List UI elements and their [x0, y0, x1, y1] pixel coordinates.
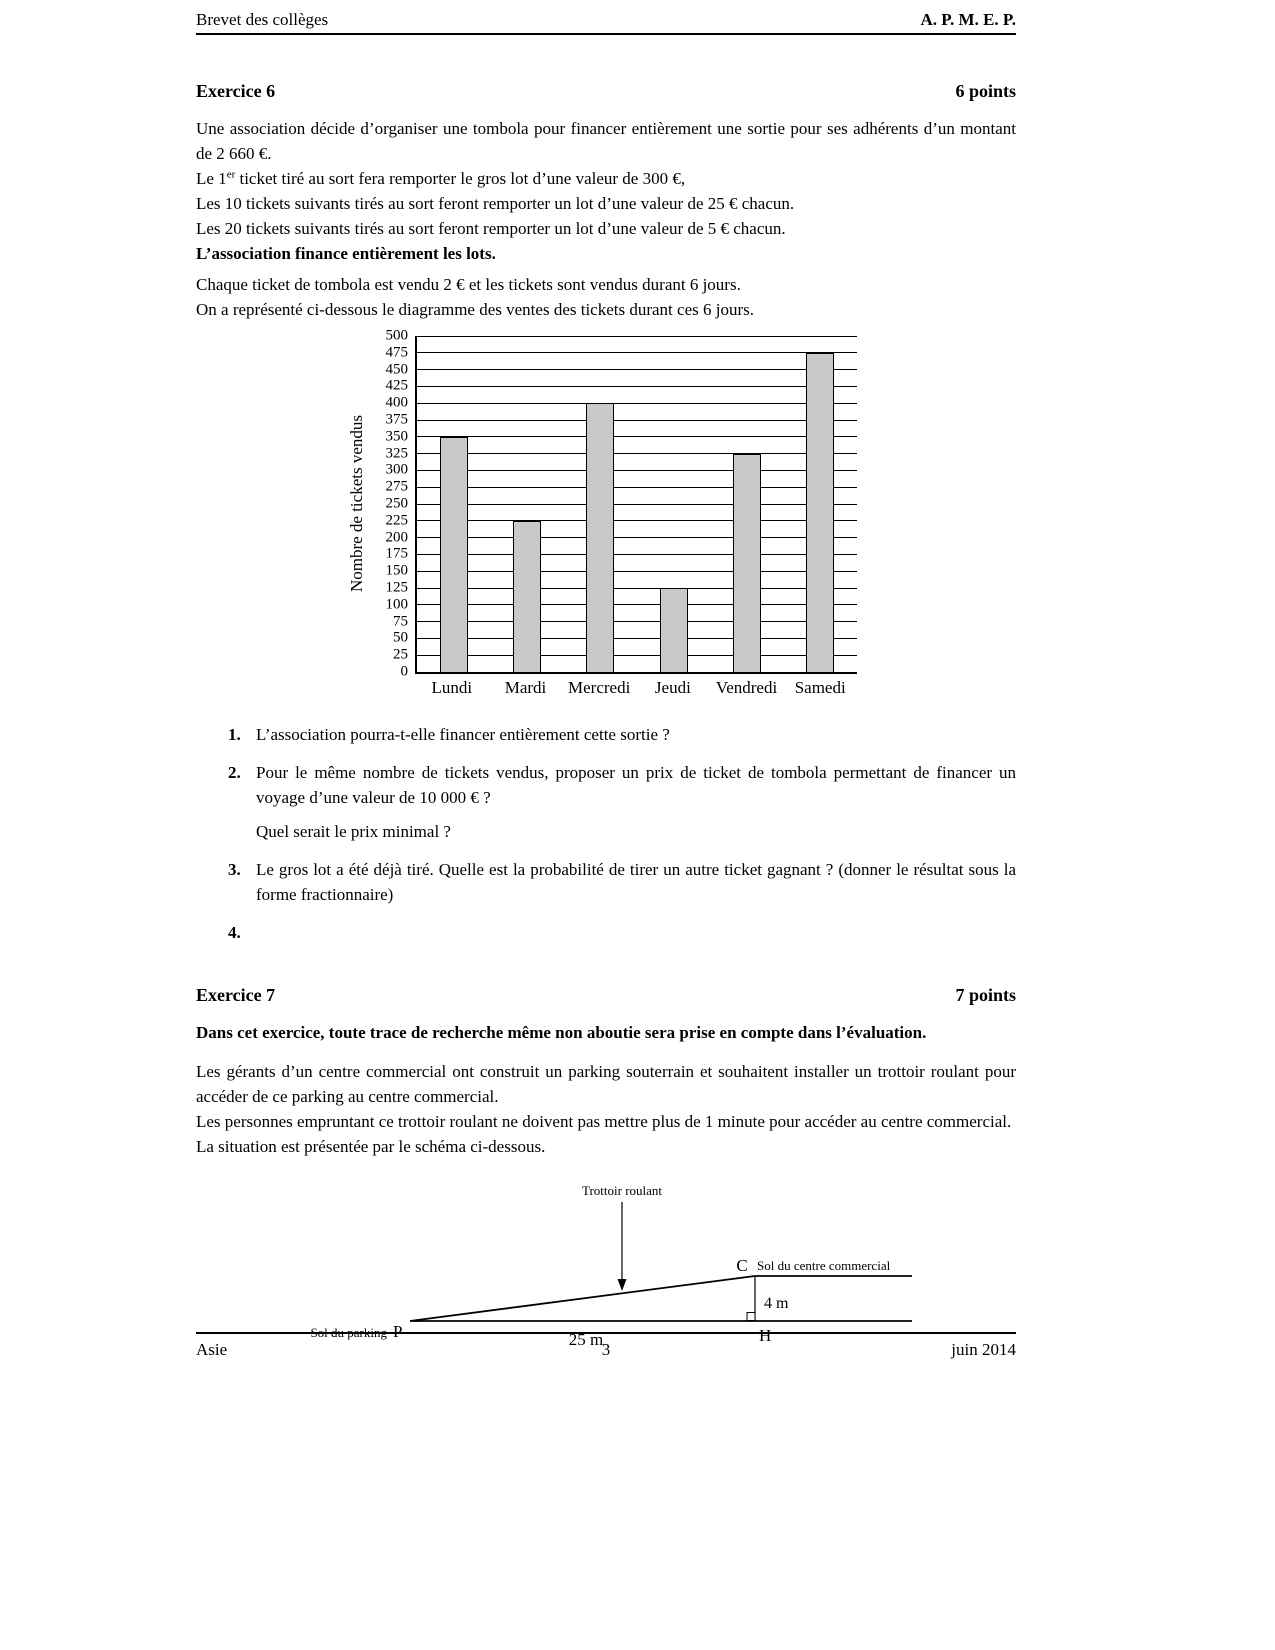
y-tick-label: 350	[385, 428, 408, 445]
question-1	[228, 722, 1016, 747]
trottoir-roulant-label: Trottoir roulant	[581, 1183, 663, 1198]
document-header	[196, 10, 1016, 35]
chart-top-row	[344, 327, 1016, 680]
exercice6-paragraph-7: On a représenté ci-dessous le diagramme des ventes des tickets durant ces 6 jours.	[196, 300, 754, 319]
question-1-line-1: L’association pourra-t-elle financer entièrement cette sortie ?	[256, 725, 670, 744]
question-3-number: 3.	[228, 860, 241, 879]
y-tick-label: 50	[393, 629, 408, 646]
y-tick-label: 125	[385, 579, 408, 596]
exercice7-title: Exercice 7	[196, 985, 276, 1005]
question-4-text	[256, 920, 1016, 945]
bar-vendredi	[733, 454, 761, 672]
exercice6-paragraph-4: Les 20 tickets suivants tirés au sort feront remporter un lot d’une valeur de 5 € chacun.	[196, 219, 786, 238]
chart-x-axis-labels	[415, 674, 857, 698]
x-tick-label: Lundi	[431, 678, 473, 697]
x-tick-label: Mercredi	[568, 678, 631, 697]
trottoir-arrowhead-icon	[618, 1279, 627, 1291]
y-tick-label: 200	[385, 529, 408, 546]
bar-lundi	[440, 437, 468, 672]
exercice-7-section	[196, 985, 1016, 1359]
question-2-number: 2.	[228, 763, 241, 782]
bar-mardi	[513, 521, 541, 672]
question-2-line-2: Quel serait le prix minimal ?	[256, 822, 451, 841]
x-tick-label: Mardi	[504, 678, 547, 697]
y-tick-label: 275	[385, 478, 408, 495]
x-tick-label: Samedi	[794, 678, 846, 697]
footer-left-text: Asie	[196, 1340, 228, 1359]
chart-bars	[417, 336, 857, 672]
exercice7-bold-note: Dans cet exercice, toute trace de recherche même non aboutie sera prise en compte dans l’évaluation.	[196, 1023, 927, 1042]
distance-25m-label: 25 m	[568, 1330, 604, 1349]
point-p-label: P	[393, 1322, 403, 1341]
y-tick-label: 25	[393, 646, 408, 663]
y-tick-label: 150	[385, 562, 408, 579]
point-h-label: H	[759, 1326, 772, 1345]
chart-y-axis-ticks	[370, 327, 415, 680]
question-3	[228, 857, 1016, 907]
point-c-label: C	[736, 1256, 748, 1275]
y-tick-label: 500	[385, 327, 408, 344]
p2-prefix: Le 1	[196, 169, 227, 188]
y-tick-label: 375	[385, 411, 408, 428]
y-tick-label: 225	[385, 512, 408, 529]
sol-centre-commercial-label: Sol du centre commercial	[757, 1258, 891, 1273]
x-tick-label: Jeudi	[654, 678, 691, 697]
p2-suffix: ticket tiré au sort fera remporter le gros lot d’une valeur de 300 €,	[235, 169, 686, 188]
question-4-number: 4.	[228, 923, 241, 942]
chart-plot-area	[415, 336, 857, 674]
exercice6-title: Exercice 6	[196, 81, 276, 101]
exercice6-paragraph-2	[196, 166, 1016, 191]
y-tick-label: 100	[385, 596, 408, 613]
y-tick-label: 450	[385, 361, 408, 378]
question-2	[228, 760, 1016, 844]
p2-superscript: er	[226, 168, 236, 181]
height-4m-label: 4 m	[764, 1295, 789, 1312]
exercice-6-section	[196, 81, 1016, 945]
chart-y-axis-title-wrap	[344, 336, 370, 672]
bar-samedi	[806, 353, 834, 672]
header-left-text: Brevet des collèges	[196, 10, 329, 29]
chart-y-axis-title: Nombre de tickets vendus	[347, 415, 366, 593]
question-2-text	[256, 760, 1016, 844]
y-tick-label: 425	[385, 377, 408, 394]
exercice6-paragraph-6: Chaque ticket de tombola est vendu 2 € et les tickets sont vendus durant 6 jours.	[196, 275, 741, 294]
exercice7-title-row	[196, 985, 1016, 1006]
question-3-line-1: Le gros lot a été déjà tiré. Quelle est la probabilité de tirer un autre ticket gagnant ? (donner le résultat sous la forme fractionnaire)	[256, 860, 1016, 904]
question-1-text	[256, 722, 1016, 747]
x-tick-label: Vendredi	[715, 678, 778, 697]
y-tick-label: 0	[400, 663, 408, 680]
question-3-text	[256, 857, 1016, 907]
footer-page-number: 3	[601, 1340, 611, 1359]
y-tick-label: 400	[385, 394, 408, 411]
bar-jeudi	[660, 588, 688, 672]
y-tick-label: 475	[385, 344, 408, 361]
question-4	[228, 920, 1016, 945]
exercice6-points: 6 points	[955, 81, 1016, 101]
footer-right-text: juin 2014	[951, 1340, 1016, 1359]
exercice7-paragraph-3: La situation est présentée par le schéma ci-dessous.	[196, 1137, 546, 1156]
bar-mercredi	[586, 403, 614, 672]
sol-parking-label: Sol du parking	[310, 1325, 387, 1340]
header-right-text: A. P. M. E. P.	[920, 10, 1016, 29]
document-footer	[196, 1332, 1016, 1360]
ramp-line	[410, 1276, 755, 1321]
y-tick-label: 325	[385, 445, 408, 462]
exercice6-title-row	[196, 81, 1016, 102]
exercice7-points: 7 points	[955, 985, 1016, 1005]
y-tick-label: 250	[385, 495, 408, 512]
exercice6-paragraph-1: Une association décide d’organiser une tombola pour financer entièrement une sortie pour ses adhérents d’un montant de 2 660 €.	[196, 119, 1016, 163]
ticket-sales-bar-chart	[344, 327, 1016, 698]
question-1-number: 1.	[228, 725, 241, 744]
y-tick-label: 175	[385, 545, 408, 562]
exercice7-paragraph-2: Les personnes empruntant ce trottoir roulant ne doivent pas mettre plus de 1 minute pour accéder au centre commercial.	[196, 1112, 1012, 1131]
exercice6-paragraph-5-bold: L’association finance entièrement les lots.	[196, 244, 496, 263]
exercice7-paragraph-1: Les gérants d’un centre commercial ont construit un parking souterrain et souhaitent installer un trottoir roulant pour accéder de ce parking au centre commercial.	[196, 1062, 1016, 1106]
question-2-line-1: Pour le même nombre de tickets vendus, proposer un prix de ticket de tombola permettant de financer un voyage d’une valeur de 10 000 € ?	[256, 763, 1016, 807]
y-tick-label: 300	[385, 461, 408, 478]
right-angle-mark	[747, 1313, 755, 1321]
exercice6-paragraph-3: Les 10 tickets suivants tirés au sort feront remporter un lot d’une valeur de 25 € chacun.	[196, 194, 795, 213]
exercice6-questions	[228, 722, 1016, 945]
y-tick-label: 75	[393, 613, 408, 630]
